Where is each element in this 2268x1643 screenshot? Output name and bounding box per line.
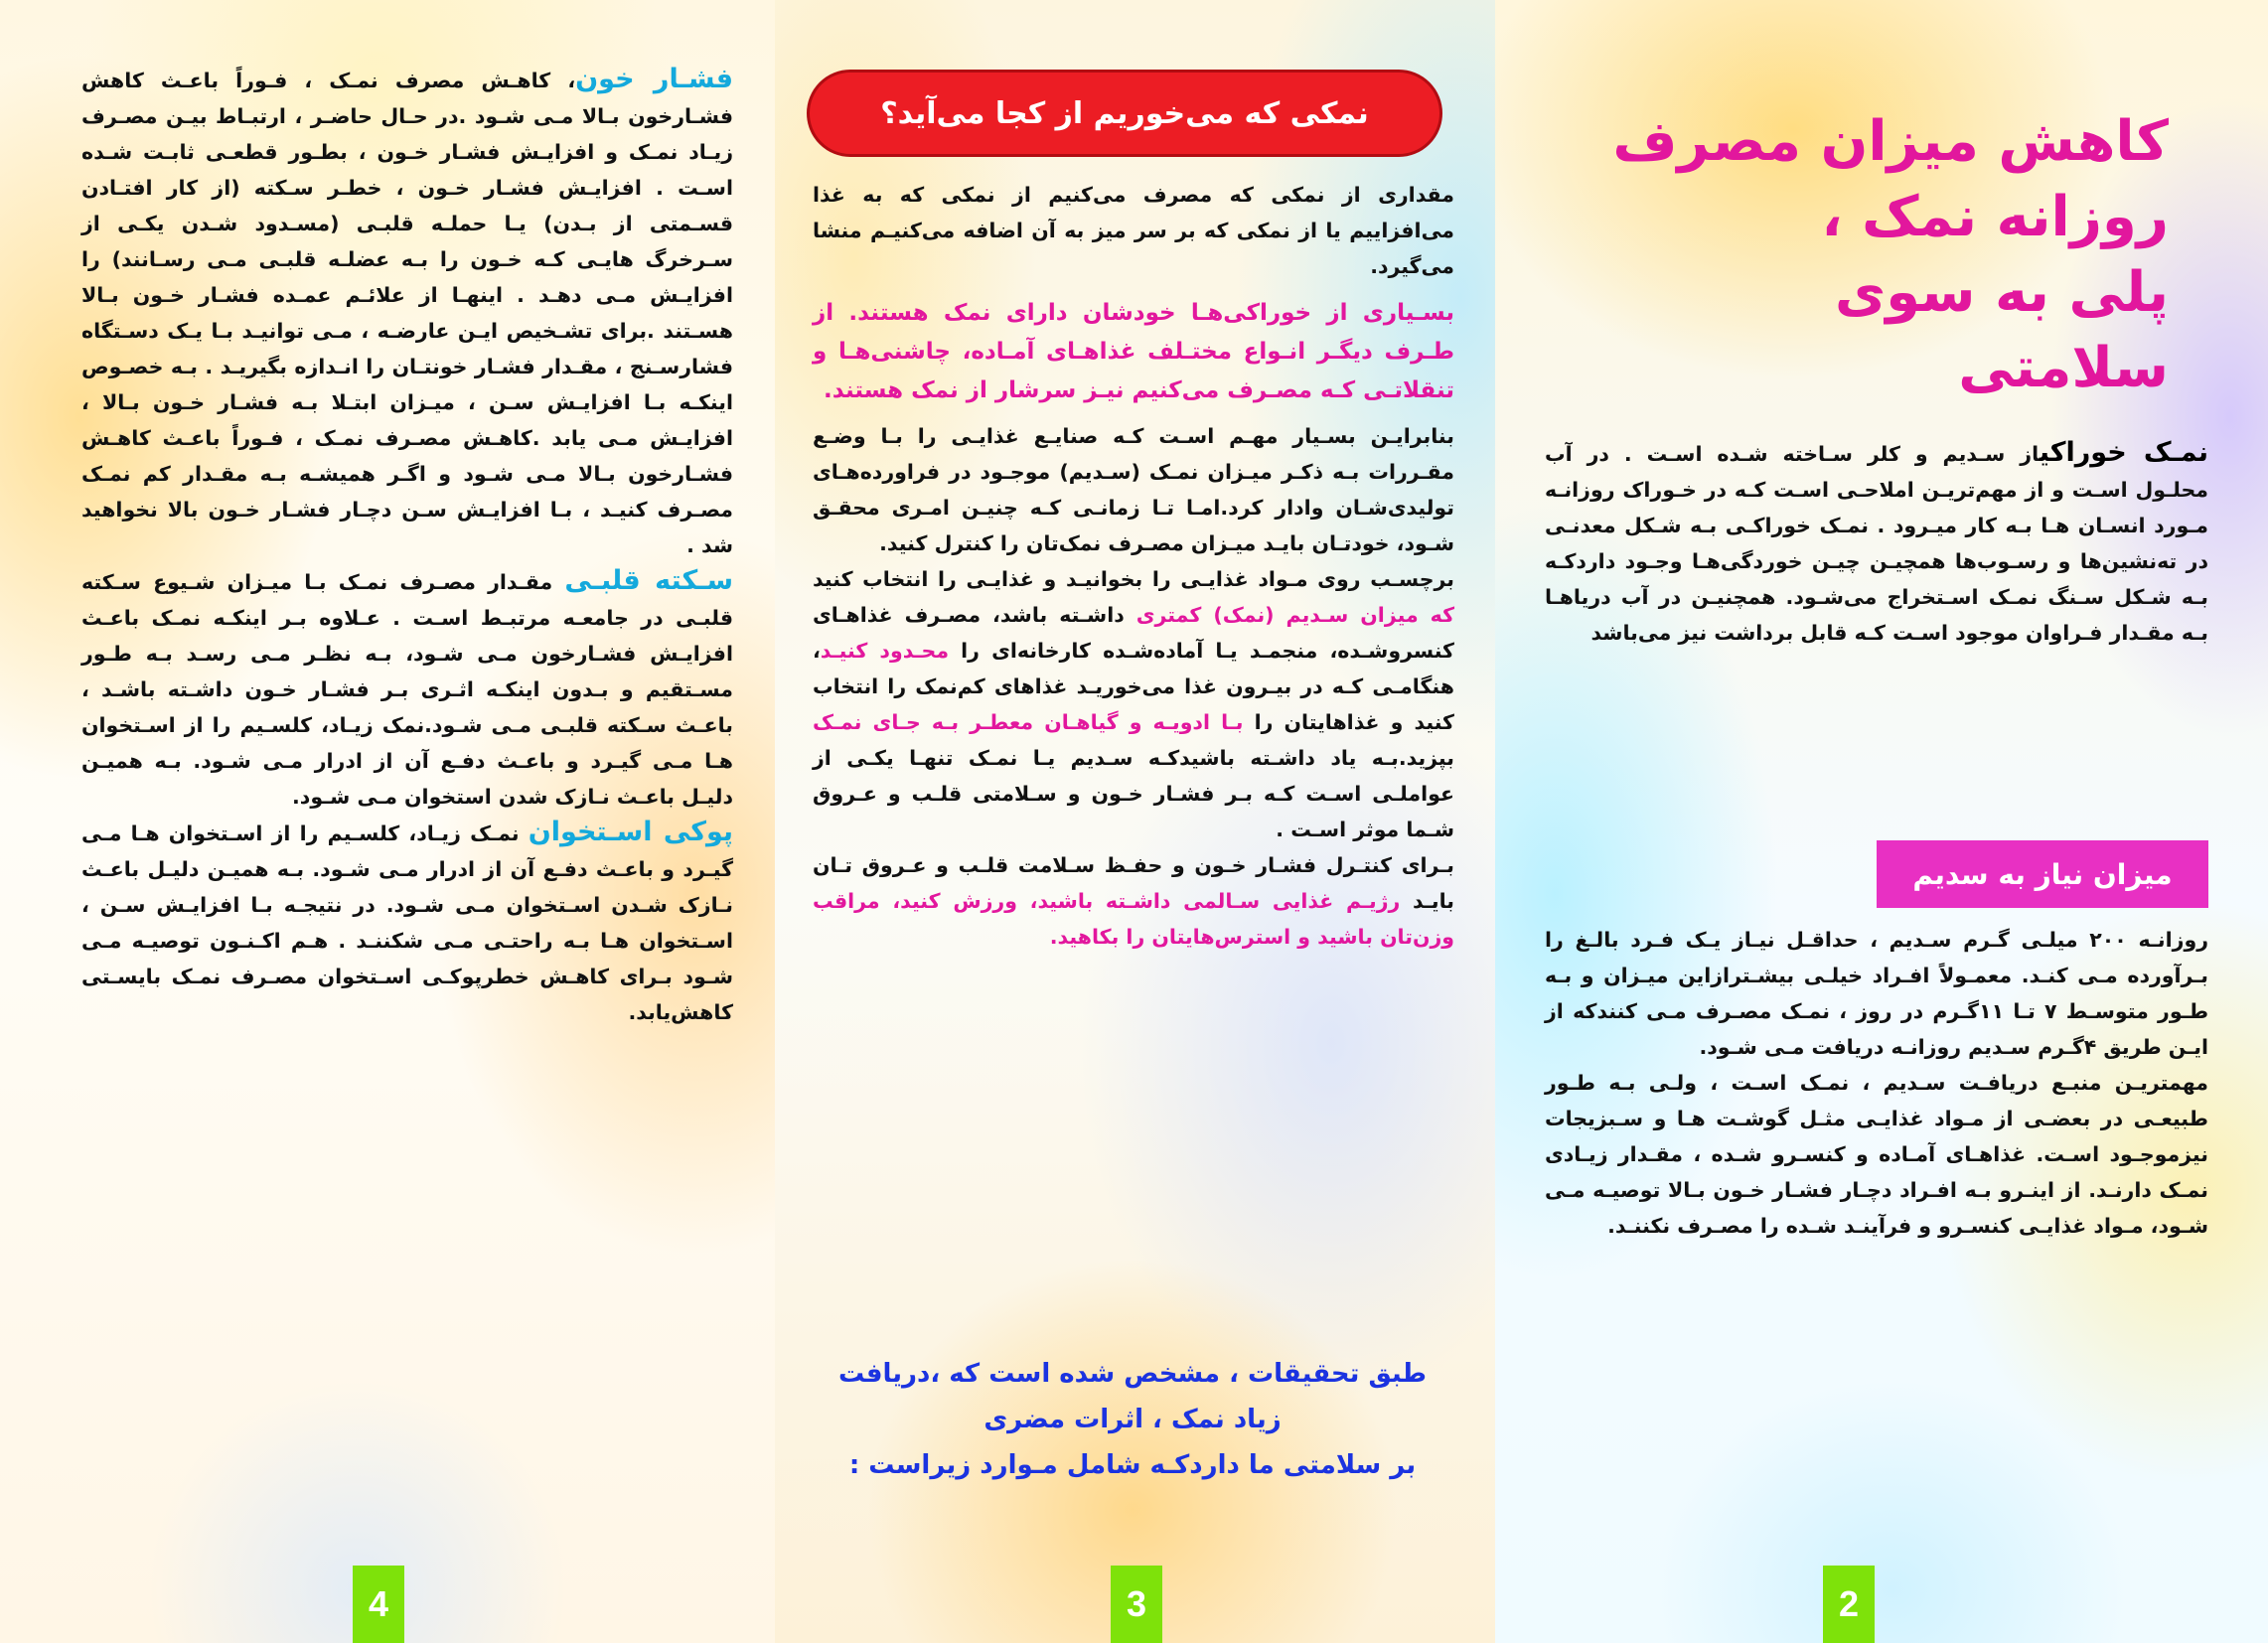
blood-pressure-heading: فشـار خون [575,64,733,94]
table-salt-intro [1545,435,2208,651]
sodium-requirement-paragraph: روزانـه ۲۰۰ میلـی گـرم سـدیم ، حداقـل نیـاز یـک فـرد بالـغ را بـرآورده مـی کنـد. معمـولاً افـراد خیلـی بیشـترازاین میـزان و بـه طـور متوسـط ۷ تـا ۱۱گـرم در روز ، نمـک مصـرف مـی کنندکه از ایـن طریق ۴گـرم سـدیم روزانـه دریافت مـی شـود. [1545,928,2209,1059]
panel3-text [813,177,1454,955]
heart-health-highlight: رژیـم غذایی سـالمی داشـته باشید، ورزش کنید، مراقب وزن‌تان باشید و استرس‌هایتان را بکاهید. [813,889,1454,949]
industry-regulation-paragraph: بنابرایـن بسـیار مهـم اسـت کـه صنایـع غذایـی را بـا وضـع مقـررات بـه ذکـر میـزان نمـک (سـدیم) موجـود در فراورده‌هـای تولیدی‌شـان وادار کرد.امـا تـا زمانـی کـه چنیـن امـری محقـق شـود، خودتـان بایـد میـزان مصـرف نمک‌تان را کنترل کنید. [813,424,1454,555]
research-line-1: طبق تحقیقات ، مشخص شده است که ،دریافت [837,1359,1428,1389]
salt-source-magenta-paragraph: بسـیاری از خوراکی‌هـا خودشان دارای نمک هستند. از طـرف دیگـر انـواع مختـلف غذاهـای آمـاده، چاشنی‌هـا و تنقلاتـی کـه مصـرف می‌کنیم نیـز سرشار از نمک هستند. [813,300,1454,403]
label-text-1: برچسـب روی مـواد غذایـی را بخوانیـد و غذایـی را انتخاب کنید [813,567,1454,591]
label-text-3: ، هنگامـی کـه در بیـرون غذا می‌خوریـد غذاهای کم‌نمک را انتخاب کنید و غذاهایتان را [813,639,1454,734]
page-number-4: 4 [353,1566,404,1643]
label-highlight-limit: محـدود کنیـد [820,639,950,663]
heart-attack-text: مقـدار مصـرف نمـک بـا میـزان شـیوع سـکته قلبـی در جامعـه مرتبـط اسـت . عـلاوه بـر اینکـه نمـک باعـث افزایـش فشـارخون مـی شـود، بـه نظـر مـی رسـد بـه طـور مسـتقیم و بـدون اینکـه اثـری بـر فشـار خـون داشـته باشـد ، باعـث سـکته قلبـی مـی شـود.نمک زیـاد، کلسـیم را از اسـتخوان هـا مـی گیـرد و باعـث دفـع آن از ادرار مـی شـود. بـه همیـن دلیـل باعـث نـازک شدن استخوان مـی شـود. [81,570,733,809]
table-salt-keyword: نمـک خوراکی [2039,437,2208,468]
salt-source-title: نمکی که می‌خوریم از کجا می‌آید؟ [807,70,1442,157]
section-osteoporosis [81,815,733,1030]
table-salt-text: از سـدیم و کلر سـاخته شـده اسـت . در آب محلـول اسـت و از مهم‌تریـن املاحـی اسـت کـه در خـوراک روزانـه مـورد انسـان هـا بـه کار میـرود . نمـک خوراکـی بـه شـکل معدنـی در ته‌نشین‌ها و رسـوب‌ها همچیـن چیـن خوردگی‌هـا وجـود داردکـه بـه شـکل سـنگ نمـک اسـتخراج می‌شـود. همچنیـن در آب دریاهـا بـه مقـدار فـراوان موجود اسـت کـه قابل برداشت نیز می‌باشد [1545,442,2208,645]
page-number-2: 2 [1823,1566,1875,1643]
salt-source-intro: مقداری از نمکی که مصرف می‌کنیم از نمکی که به غذا می‌افزاییم یا از نمکی که بر سر میز به آن اضافه می‌کنیـم منشا می‌گیرد. [813,183,1454,278]
brochure-main-title [1612,104,2169,406]
blood-pressure-text: ، کاهـش مصرف نمـک ، فـوراً باعـث کاهش فشـارخون بـالا مـی شـود .در حـال حاضـر ، ارتبـاط بیـن مصـرف زیـاد نمـک و افزایـش فشـار خـون ، بطـور قطعـی ثابـت شـده اسـت . افزایـش فشـار خـون ، خطـر سـکته (از کار افتـادن قسـمتی از بـدن) یـا حملـه قلبـی (مسـدود شـدن یکـی از سـرخرگ هایـی کـه خـون را بـه عضلـه قلبـی مـی رسـانند) را افزایـش مـی دهـد . اینهـا از علائـم عمـده فشـار خـون بـالا هسـتند .برای تشـخیص ایـن عارضـه ، مـی توانیـد بـا یـک دسـتگاه فشارسـنج ، مقـدار فشـار خونتـان را انـدازه بگیریـد . بـه خصـوص اینکـه بـا افزایـش سـن ، میـزان ابتـلا بـه فشـار خـون بـالا ، افزایـش مـی یابد .کاهـش مصـرف نمـک ، فـوراً باعـث کاهـش فشـارخون بـالا مـی شـود و اگـر همیشـه بـه مقـدار کم نمـک مصـرف کنیـد ، بـا افزایـش سـن دچـار فشـار خـون بالا نخواهید شد . [81,69,733,557]
label-text-2: داشـته باشد، مصـرف غذاهـای کنسروشـده، منجمـد یـا آماده‌شـده کارخانه‌ای را [813,603,1454,663]
heart-attack-heading: سـکته قلبـی [564,565,734,596]
panel-page-3 [775,0,1495,1643]
label-reading-paragraph [813,561,1454,847]
research-line-3: بر سلامتی ما داردکـه شامل مـوارد زیراست : [848,1450,1417,1480]
panel-page-2 [1495,0,2268,1643]
main-title-line-1: کاهش میزان مصرف [1612,109,2169,174]
osteoporosis-heading: پوکی اسـتخوان [528,817,734,847]
sodium-need-text [1545,922,2208,1244]
section-blood-pressure [81,62,733,563]
research-findings-block [815,1351,1450,1488]
panel-page-4 [0,0,775,1643]
label-highlight-low-sodium: که میزان سـدیم (نمک) کمتری [1135,603,1454,627]
label-text-4: بپزید.بـه یاد داشـته باشیدکـه سـدیم یـا نمـک تنهـا یکـی از عواملـی اسـت کـه بـر فشـار خـون و سـلامتی قلـب و عـروق شـما موثر اسـت . [813,746,1454,841]
section-heart-attack [81,563,733,815]
label-highlight-spices: بـا ادویـه و گیاهـان معطـر بـه جـای نمـک [813,710,1244,734]
panel4-text [81,62,733,1030]
heart-health-text: بـرای کنتـرل فشـار خـون و حفـظ سـلامت قلـب و عـروق تـان بایـد [813,853,1455,913]
sodium-need-badge: میزان نیاز به سدیم [1877,840,2208,908]
osteoporosis-text: نمـک زیـاد، کلسـیم را از اسـتخوان هـا مـی گیـرد و باعـث دفـع آن از ادرار مـی شـود. بـه همیـن دلیـل باعـث نـازک شـدن اسـتخوان مـی شـود. در نتیجـه بـا افزایـش سـن ، اسـتخوان هـا بـه راحتـی مـی شکننـد . هـم اکـنـون توصیـه مـی شـود بـرای کاهـش خطرپوکـی اسـتخوان مصـرف نمـک بایسـتی کاهش‌یابد. [81,822,733,1024]
main-title-line-2: روزانه نمک ، [1821,185,2169,249]
research-line-2: زیاد نمک ، اثرات مضری [983,1405,1282,1434]
main-title-line-3: پلی به سوی سلامتی [1834,260,2169,400]
heart-health-paragraph [813,847,1454,955]
sodium-sources-paragraph: مهمتریـن منبـع دریافـت سـدیم ، نمـک اسـت ، ولـی بـه طـور طبیعـی در بعضـی از مـواد غذایـی مثـل گوشـت هـا و سـبزیجات نیزموجـود اسـت. غذاهـای آمـاده و کنسـرو شـده ، مقـدار زیـادی نمـک دارنـد. از اینـرو بـه افـراد دچـار فشـار خـون بـالا توصیـه مـی شـود، مـواد غذایـی کنسـرو و فرآینـد شـده را مصـرف نکننـد. [1545,1071,2208,1238]
page-number-3: 3 [1111,1566,1162,1643]
